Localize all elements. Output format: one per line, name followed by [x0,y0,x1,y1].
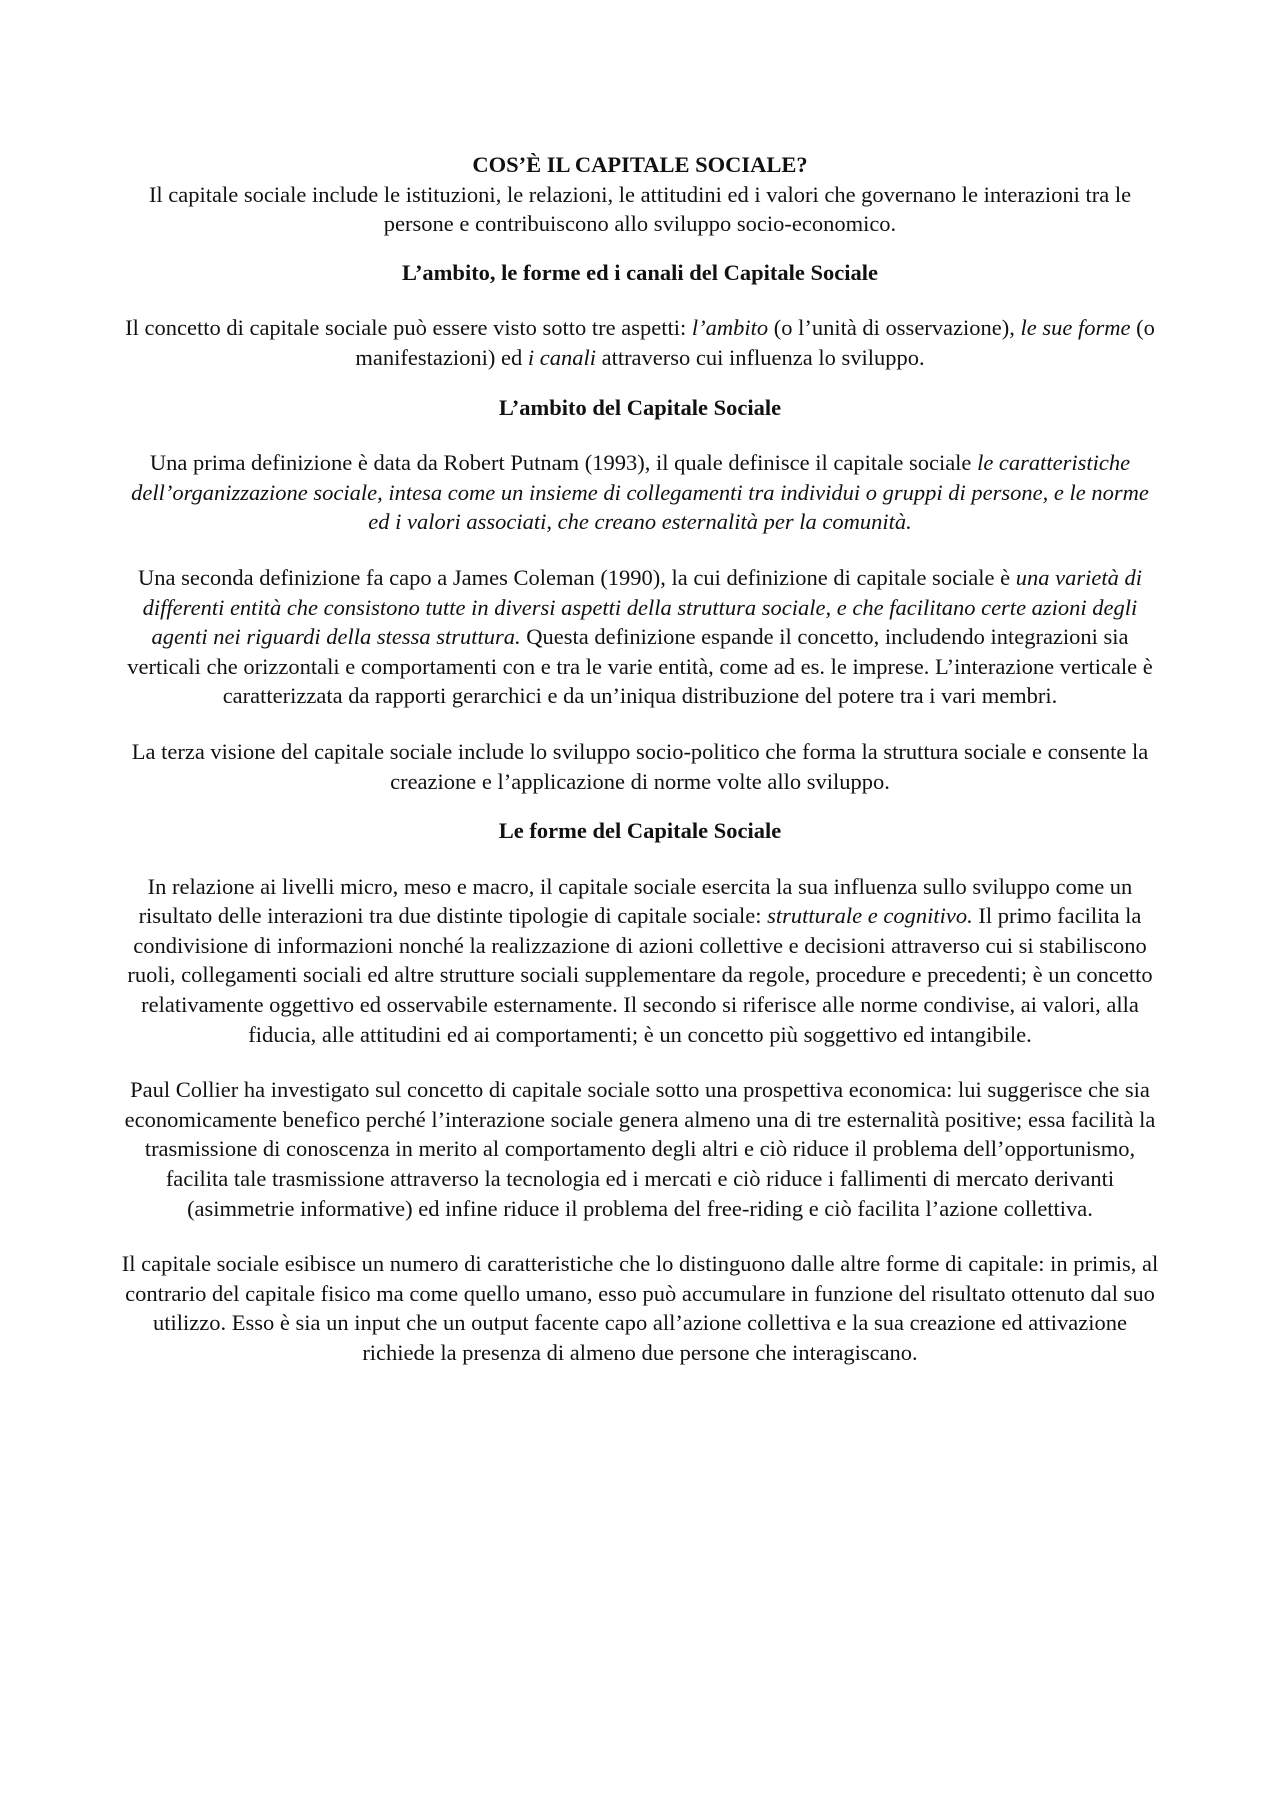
italic-text-span: le caratteristiche dell’organizzazione sociale, intesa come un insieme di collegamenti tra individui o gruppi di persone, e le norme ed i valori associati, che creano esternalità per la comunità. [131,450,1149,535]
text-span: Il primo facilita la condivisione di informazioni nonché la realizzazione di azioni collettive e decisioni attraverso cui si stabiliscono ruoli, collegamenti sociali ed altre strutture sociali supplementare da regole, procedure e precedenti; è un concetto relativamente oggettivo ed osservabile esternamente. Il secondo si riferisce alle norme condivise, ai valori, alla fiducia, alle attitudini ed ai comportamenti; è un concetto più soggettivo ed intangibile. [127,903,1153,1047]
document-body [120,150,1160,1394]
intro-paragraph: Il capitale sociale include le istituzioni, le relazioni, le attitudini ed i valori che governano le interazioni tra le persone e contribuiscono allo sviluppo socio-economico. [148,181,1132,237]
italic-text-span: strutturale e cognitivo. [767,903,973,929]
text-span: In relazione ai livelli micro, meso e macro, il capitale sociale esercita la sua influenza sullo sviluppo come un risultato delle interazioni tra due distinte tipologie di capitale sociale: [138,873,1133,929]
paragraph-third-vision: La terza visione del capitale sociale include lo sviluppo socio-politico che forma la struttura sociale e consente la creazione e l’applicazione di norme volte allo sviluppo. [131,738,1149,794]
italic-text-span: l’ambito [691,315,769,341]
paragraph-putnam [120,448,1160,537]
text-span: (o l’unità di osservazione), [768,315,1021,341]
paragraph-coleman [120,563,1160,711]
section-heading-forme: Le forme del Capitale Sociale [498,818,782,844]
section-heading-ambito-forme-canali: L’ambito, le forme ed i canali del Capitale Sociale [402,259,878,285]
text-span: Il concetto di capitale sociale può essere visto sotto tre aspetti: [125,315,692,341]
text-span: (o manifestazioni) ed [355,315,1155,370]
paragraph-characteristics: Il capitale sociale esibisce un numero di caratteristiche che lo distinguono dalle altre forme di capitale: in primis, al contrario del capitale fisico ma come quello umano, esso può accumulare in funzione del risultato ottenuto dal suo utilizzo. Esso è sia un input che un output facente capo all’azione collettiva e la sua creazione ed attivazione richiede la presenza di almeno due persone che interagiscano. [121,1251,1159,1365]
paragraph-structural-cognitive [120,872,1160,1050]
italic-text-span: una varietà di differenti entità che consistono tutte in diversi aspetti della struttura sociale, e che facilitano certe azioni degli agenti nei riguardi della stessa struttura. [142,564,1142,650]
italic-text-span: le sue forme [1020,315,1131,341]
paragraph-collier: Paul Collier ha investigato sul concetto di capitale sociale sotto una prospettiva economica: lui suggerisce che sia economicamente benefico perché l’interazione sociale genera almeno una di tre esternalità positive; essa facilità la trasmissione di conoscenza in merito al comportamento degli altri e ciò riduce il problema dell’opportunismo, facilita tale trasmissione attraverso la tecnologia ed i mercati e ciò riduce i fallimenti di mercato derivanti (asimmetrie informative) ed infine riduce il problema del free-riding e ciò facilita l’azione collettiva. [124,1077,1156,1221]
text-span: attraverso cui influenza lo sviluppo. [595,344,925,370]
section-heading-ambito: L’ambito del Capitale Sociale [498,394,782,420]
text-span: Questa definizione espande il concetto, includendo integrazioni sia verticali che orizzontali e comportamenti con e tra le varie entità, come ad es. le imprese. L’interazione verticale è caratterizzata da rapporti gerarchici e da un’iniqua distribuzione del potere tra i vari membri. [127,624,1153,709]
italic-text-span: i canali [527,344,596,370]
paragraph-three-aspects [120,313,1160,372]
text-span: Una prima definizione è data da Robert Putnam (1993), il quale definisce il capitale sociale [149,450,978,476]
text-span: Una seconda definizione fa capo a James Coleman (1990), la cui definizione di capitale sociale è [138,564,1016,590]
document-title: COS’È IL CAPITALE SOCIALE? [472,152,808,177]
